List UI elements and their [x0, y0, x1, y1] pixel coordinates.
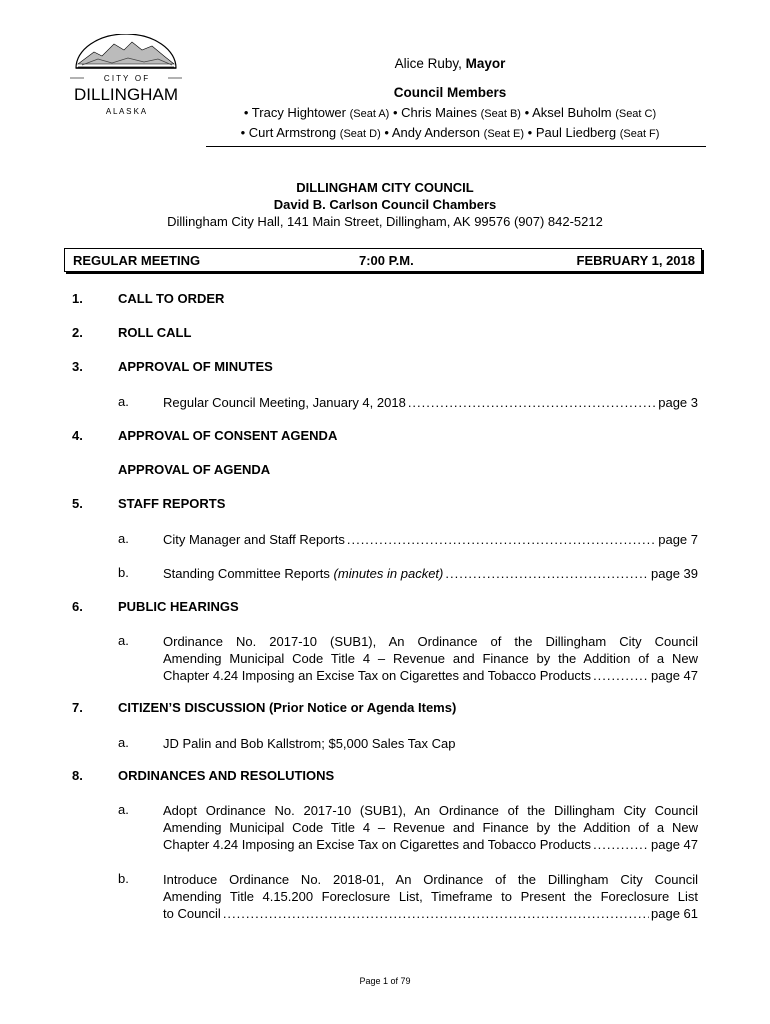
item-heading-call-to-order: CALL TO ORDER [118, 291, 225, 306]
council-members-row-1: • Tracy Hightower (Seat A) • Chris Maines (Seat B) • Aksel Buholm (Seat C) [243, 105, 657, 120]
mayor-title: Mayor [465, 56, 506, 71]
member-name: Tracy Hightower [251, 105, 346, 120]
council-members-row-2: • Curt Armstrong (Seat D) • Andy Anderson (Seat E) • Paul Liedberg (Seat F) [240, 125, 660, 140]
subitem-adopt-ordinance-2017-10: Adopt Ordinance No. 2017-10 (SUB1), An Ordinance of the Dillingham City Council Amending Municipal Code Title 4 – Revenue and Finance by the Addition of a New Chapter 4.24 Imposing an Excise Tax on Cigarettes and Tobacco Products ..... page 47 [163, 802, 698, 853]
subitem-letter: a. [118, 802, 129, 817]
item-number: 5. [72, 496, 83, 511]
logo-city-of: C I T Y O F [103, 74, 149, 83]
item-heading-public-hearings: PUBLIC HEARINGS [118, 599, 239, 614]
page-ref: page 7 [658, 532, 698, 547]
meeting-time: 7:00 P.M. [359, 253, 414, 268]
item-number: 6. [72, 599, 83, 614]
member-name: Andy Anderson [391, 125, 481, 140]
member-seat: (Seat A) [349, 108, 390, 120]
item-heading-consent-agenda: APPROVAL OF CONSENT AGENDA [118, 428, 338, 443]
dot-leader [347, 531, 656, 548]
item-number: 2. [72, 325, 83, 340]
member-name: Curt Armstrong [248, 125, 337, 140]
member-name: Paul Liedberg [535, 125, 617, 140]
council-title: DILLINGHAM CITY COUNCIL [296, 180, 474, 195]
subitem-letter: b. [118, 565, 129, 580]
subitem-standing-committee-reports: Standing Committee Reports (minutes in packet) ..... page 39 [163, 565, 698, 582]
dot-leader [223, 905, 649, 922]
item-number: 8. [72, 768, 83, 783]
item-number: 3. [72, 359, 83, 374]
page-footer: Page 1 of 79 [359, 976, 411, 986]
subitem-minutes-jan-4: Regular Council Meeting, January 4, 2018 ..... page 3 [163, 394, 698, 411]
subitem-sales-tax-cap: JD Palin and Bob Kallstrom; $5,000 Sales Tax Cap [163, 736, 456, 751]
member-seat: (Seat F) [619, 128, 660, 140]
member-seat: (Seat B) [480, 108, 521, 120]
subitem-letter: a. [118, 735, 129, 750]
page-ref: page 39 [651, 566, 698, 581]
subitem-letter: a. [118, 531, 129, 546]
member-name: Chris Maines [401, 105, 477, 120]
mayor-line [220, 56, 680, 71]
subitem-city-manager-reports: City Manager and Staff Reports ..... page 7 [163, 531, 698, 548]
meeting-info-bar [64, 248, 702, 272]
dot-leader [445, 565, 649, 582]
item-heading-roll-call: ROLL CALL [118, 325, 192, 340]
meeting-date: FEBRUARY 1, 2018 [576, 253, 695, 268]
item-number: 1. [72, 291, 83, 306]
subitem-letter: a. [118, 633, 129, 648]
page-ref: page 47 [651, 668, 698, 683]
page-ref: page 61 [651, 906, 698, 921]
page-ref: page 3 [658, 395, 698, 410]
page-ref: page 47 [651, 837, 698, 852]
item-number: 7. [72, 700, 83, 715]
logo-city-name: DILLINGHAM [74, 85, 178, 104]
dot-leader [408, 394, 656, 411]
mayor-name: Alice Ruby, [394, 56, 462, 71]
item-number: 4. [72, 428, 83, 443]
city-logo [68, 34, 184, 128]
address-line: Dillingham City Hall, 141 Main Street, Dillingham, AK 99576 (907) 842-5212 [167, 214, 603, 229]
subitem-introduce-ordinance-2018-01: Introduce Ordinance No. 2018-01, An Ordinance of the Dillingham City Council Amending Title 4.15.200 Foreclosure List, Timeframe to Present the Foreclosure List to Council ..... page 61 [163, 871, 698, 922]
member-seat: (Seat E) [483, 128, 525, 140]
dot-leader [593, 836, 649, 853]
subitem-ordinance-2017-10-hearing: Ordinance No. 2017-10 (SUB1), An Ordinance of the Dillingham City Council Amending Municipal Code Title 4 – Revenue and Finance by the Addition of a New Chapter 4.24 Imposing an Excise Tax on Cigarettes and Tobacco Products ..... page 47 [163, 633, 698, 684]
member-name: Aksel Buholm [532, 105, 612, 120]
item-heading-approval-of-agenda: APPROVAL OF AGENDA [118, 462, 271, 477]
title-block [60, 179, 710, 230]
item-heading-staff-reports: STAFF REPORTS [118, 496, 226, 511]
meeting-type: REGULAR MEETING [73, 253, 201, 268]
dot-leader [593, 667, 649, 684]
member-seat: (Seat D) [339, 128, 381, 140]
item-heading-ordinances-resolutions: ORDINANCES AND RESOLUTIONS [118, 768, 335, 783]
council-members-title: Council Members [393, 85, 507, 100]
logo-state: A L A S K A [105, 107, 147, 116]
item-heading-citizens-discussion: CITIZEN’S DISCUSSION (Prior Notice or Agenda Items) [118, 700, 457, 715]
member-seat: (Seat C) [615, 108, 657, 120]
subitem-letter: a. [118, 394, 129, 409]
subitem-letter: b. [118, 871, 129, 886]
item-heading-approval-of-minutes: APPROVAL OF MINUTES [118, 359, 273, 374]
header-divider [206, 146, 706, 147]
chambers-title: David B. Carlson Council Chambers [273, 197, 497, 212]
